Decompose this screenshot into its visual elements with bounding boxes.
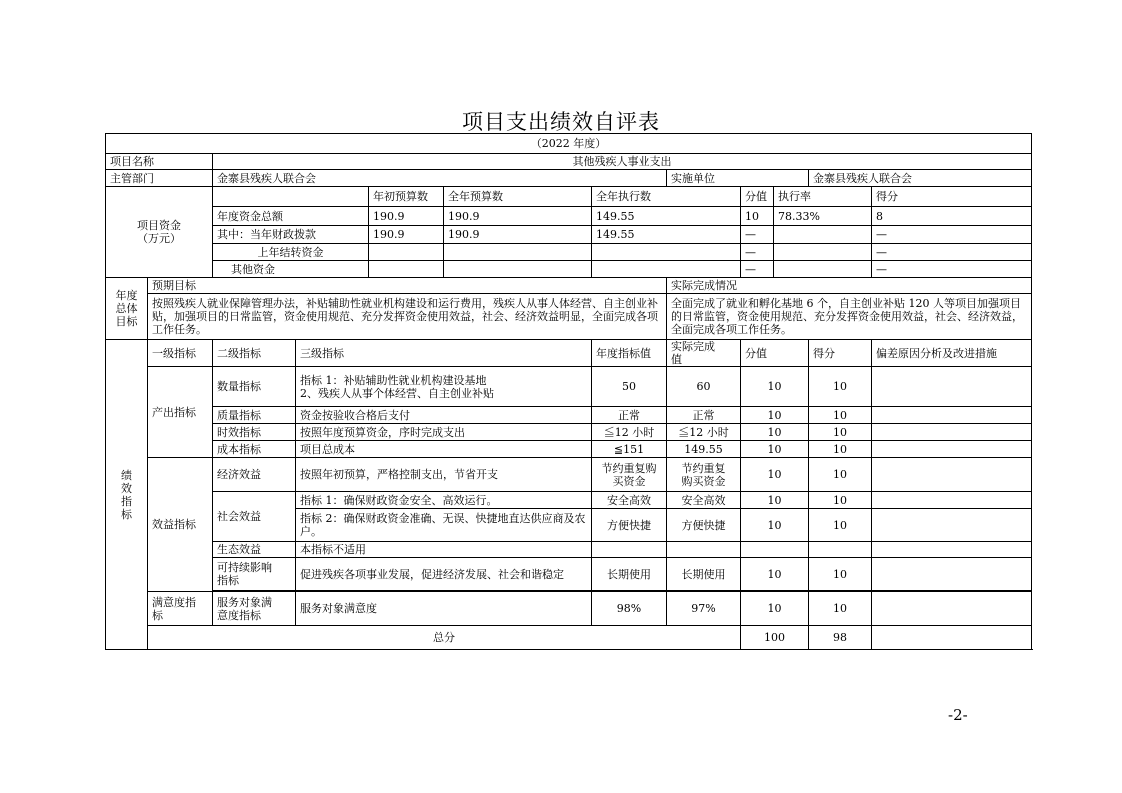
actual-cell: 97%: [667, 592, 741, 626]
funds-header-annual-budget: 全年预算数: [444, 187, 592, 207]
funds-cell: [592, 261, 741, 278]
funds-cell: [774, 226, 872, 244]
got-cell: [809, 542, 872, 558]
impl-unit-value: 金寨县残疾人联合会: [809, 170, 1032, 187]
l2-quantity: 数量指标: [213, 367, 296, 407]
got-cell: 10: [809, 492, 872, 509]
funds-cell: [444, 244, 592, 261]
funds-cell: [369, 244, 444, 261]
funds-header-initial-budget: 年初预算数: [369, 187, 444, 207]
score-cell: 10: [741, 424, 809, 441]
funds-cell: 78.33%: [774, 207, 872, 226]
perf-header: 得分: [809, 340, 872, 367]
expected-goal-text: 按照残疾人就业保障管理办法，补贴辅助性就业机构建设和运行费用，残疾人从事人体经营、自主创业补贴，加强项目的日常监管，资金使用规范、充分发挥资金使用效益，社会、经济效益明显，全面完成各项工作任务。: [148, 294, 667, 340]
perf-header: 年度指标值: [592, 340, 667, 367]
page-title: 项目支出绩效自评表: [462, 110, 660, 134]
actual-completion-text: 全面完成了就业和孵化基地 6 个，自主创业补贴 120 人等项目加强项目的日常监管，资金使用规范、充分发挥资金使用效益，社会、经济效益，全面完成各项工作任务。: [667, 294, 1032, 340]
deviation-cell: [872, 558, 1032, 591]
funds-cell: —: [872, 261, 1032, 278]
dept-value: 金寨县残疾人联合会: [213, 170, 667, 187]
deviation-cell: [872, 441, 1032, 458]
funds-cell: —: [872, 244, 1032, 261]
performance-table: [105, 133, 1032, 650]
target-cell: [592, 542, 667, 558]
funds-cell: —: [741, 261, 774, 278]
score-cell: 10: [741, 441, 809, 458]
score-cell: [741, 542, 809, 558]
funds-cell: 190.9: [444, 226, 592, 244]
deviation-cell: [872, 458, 1032, 492]
got-cell: 10: [809, 558, 872, 591]
score-cell: 10: [741, 367, 809, 407]
deviation-cell: [872, 492, 1032, 509]
deviation-cell: [872, 592, 1032, 626]
actual-cell: 长期使用: [667, 558, 741, 591]
perf-header: 分值: [741, 340, 809, 367]
actual-cell: 方便快捷: [667, 509, 741, 542]
impl-unit-label: 实施单位: [667, 170, 809, 187]
deviation-cell: [872, 509, 1032, 542]
funds-cell: 149.55: [592, 226, 741, 244]
got-cell: 10: [809, 458, 872, 492]
total-score: 100: [741, 626, 809, 650]
l3-cell: 促进残疾各项事业发展，促进经济发展、社会和谐稳定: [296, 558, 592, 591]
l3-cell: 服务对象满意度: [296, 592, 592, 626]
score-cell: 10: [741, 407, 809, 424]
l2-sustainable: 可持续影响 指标: [213, 558, 296, 591]
score-cell: 10: [741, 509, 809, 542]
year-label: （2022 年度）: [106, 134, 1032, 154]
total-label: 总分: [148, 626, 741, 650]
perf-header: 二级指标: [213, 340, 296, 367]
l3-cell: 本指标不适用: [296, 542, 592, 558]
actual-cell: 60: [667, 367, 741, 407]
score-cell: 10: [741, 558, 809, 591]
funds-cell: —: [741, 226, 774, 244]
got-cell: 10: [809, 407, 872, 424]
target-cell: 正常: [592, 407, 667, 424]
l3-cell: 指标 2：确保财政资金准确、无误、快捷地直达供应商及农户。: [296, 509, 592, 542]
actual-cell: 安全高效: [667, 492, 741, 509]
project-name-value: 其他残疾人事业支出: [213, 154, 1032, 170]
deviation-cell: [872, 367, 1032, 407]
annual-goal-label: 年度 总体 目标: [106, 278, 148, 340]
l2-ecological: 生态效益: [213, 542, 296, 558]
l3-cell: 按照年度预算资金，序时完成支出: [296, 424, 592, 441]
perf-header: 偏差原因分析及改进措施: [872, 340, 1032, 367]
target-cell: 安全高效: [592, 492, 667, 509]
funds-cell: —: [741, 244, 774, 261]
funds-row-label: 其中：当年财政拨款: [213, 226, 369, 244]
funds-header-got: 得分: [872, 187, 1032, 207]
funds-header-score: 分值: [741, 187, 774, 207]
l3-cell: 项目总成本: [296, 441, 592, 458]
actual-cell: 节约重复 购买资金: [667, 458, 741, 492]
l2-timeliness: 时效指标: [213, 424, 296, 441]
funds-cell: [774, 244, 872, 261]
funds-header-blank: [213, 187, 369, 207]
l1-satisfaction: 满意度指 标: [148, 592, 213, 626]
target-cell: 方便快捷: [592, 509, 667, 542]
page-number: -2-: [948, 706, 968, 724]
actual-cell: ≦12 小时: [667, 424, 741, 441]
funds-cell: 10: [741, 207, 774, 226]
actual-cell: [667, 542, 741, 558]
funds-row-label: 其他资金: [213, 261, 369, 278]
project-name-label: 项目名称: [106, 154, 213, 170]
got-cell: 10: [809, 509, 872, 542]
score-cell: 10: [741, 492, 809, 509]
perf-header: 实际完成 值: [667, 340, 741, 367]
l3-cell: 资金按验收合格后支付: [296, 407, 592, 424]
funds-cell: [592, 244, 741, 261]
perf-label: 绩 效 指 标: [106, 340, 148, 650]
expected-goal-label: 预期目标: [148, 278, 667, 294]
got-cell: 10: [809, 592, 872, 626]
target-cell: ≦151: [592, 441, 667, 458]
funds-row-label: 年度资金总额: [213, 207, 369, 226]
funds-label: 项目资金 （万元）: [106, 187, 213, 278]
deviation-cell: [872, 542, 1032, 558]
score-cell: 10: [741, 592, 809, 626]
actual-cell: 149.55: [667, 441, 741, 458]
target-cell: 50: [592, 367, 667, 407]
l1-benefit: 效益指标: [148, 458, 213, 592]
funds-cell: 8: [872, 207, 1032, 226]
funds-cell: —: [872, 226, 1032, 244]
funds-cell: [444, 261, 592, 278]
dept-label: 主管部门: [106, 170, 213, 187]
funds-row-label: 上年结转资金: [213, 244, 369, 261]
got-cell: 10: [809, 441, 872, 458]
target-cell: 98%: [592, 592, 667, 626]
funds-header-exec-rate: 执行率: [774, 187, 872, 207]
funds-cell: 149.55: [592, 207, 741, 226]
got-cell: 10: [809, 367, 872, 407]
l3-cell: 指标 1：补贴辅助性就业机构建设基地 2、残疾人从事个体经营、自主创业补贴: [296, 367, 592, 407]
deviation-cell: [872, 407, 1032, 424]
l1-output: 产出指标: [148, 367, 213, 458]
funds-cell: [774, 261, 872, 278]
l2-service-satisfaction: 服务对象满 意度指标: [213, 592, 296, 626]
target-cell: ≦12 小时: [592, 424, 667, 441]
funds-cell: 190.9: [369, 226, 444, 244]
target-cell: 长期使用: [592, 558, 667, 591]
funds-header-executed: 全年执行数: [592, 187, 741, 207]
l2-economic: 经济效益: [213, 458, 296, 492]
l3-cell: 指标 1：确保财政资金安全、高效运行。: [296, 492, 592, 509]
perf-header: 一级指标: [148, 340, 213, 367]
l2-cost: 成本指标: [213, 441, 296, 458]
l3-cell: 按照年初预算，严格控制支出，节省开支: [296, 458, 592, 492]
funds-cell: [369, 261, 444, 278]
total-got: 98: [809, 626, 872, 650]
funds-cell: 190.9: [369, 207, 444, 226]
l2-social: 社会效益: [213, 492, 296, 542]
funds-cell: 190.9: [444, 207, 592, 226]
actual-cell: 正常: [667, 407, 741, 424]
l2-quality: 质量指标: [213, 407, 296, 424]
got-cell: 10: [809, 424, 872, 441]
perf-header: 三级指标: [296, 340, 592, 367]
total-deviation: [872, 626, 1032, 650]
actual-completion-label: 实际完成情况: [667, 278, 1032, 294]
deviation-cell: [872, 424, 1032, 441]
target-cell: 节约重复购 买资金: [592, 458, 667, 492]
score-cell: 10: [741, 458, 809, 492]
